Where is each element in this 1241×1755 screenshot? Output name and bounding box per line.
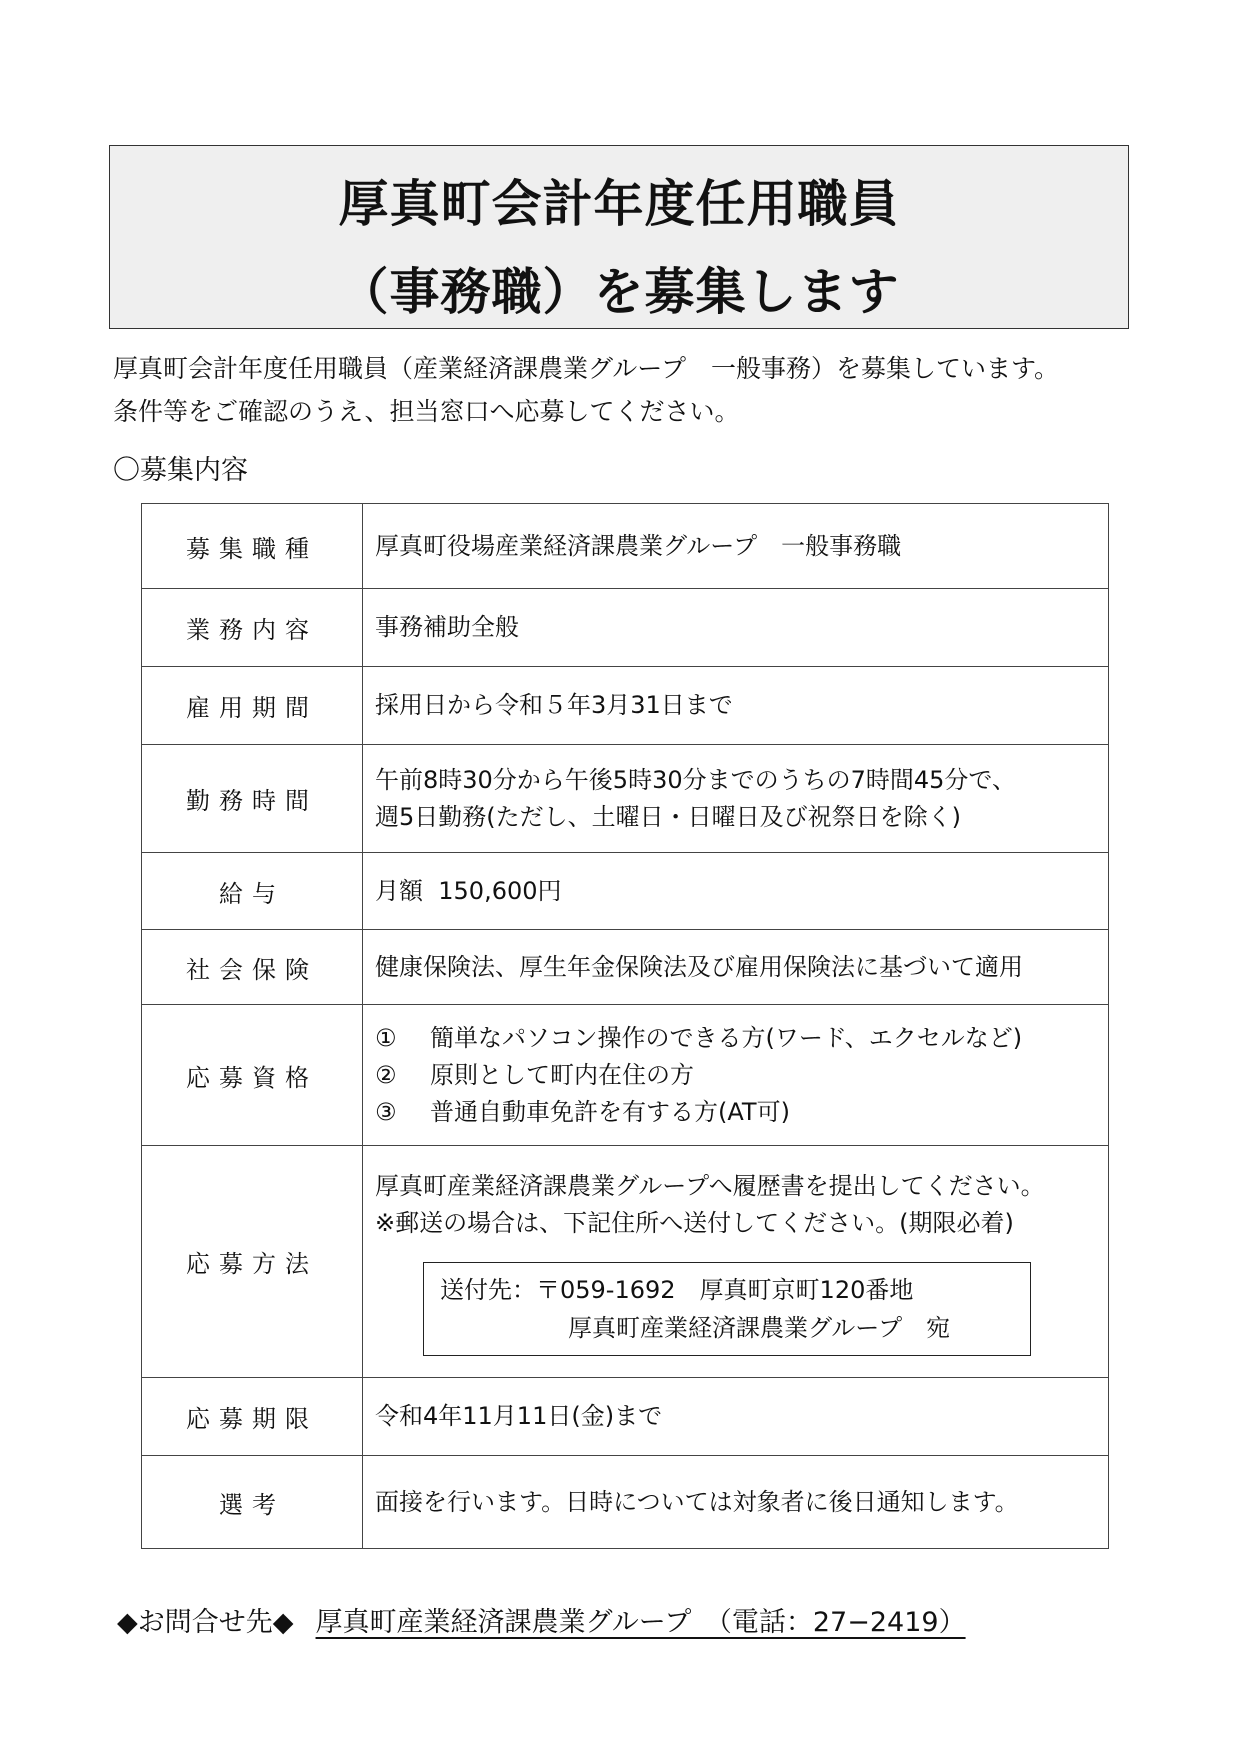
page-title-line2: （事務職）を募集します <box>338 263 900 321</box>
row-method <box>142 1146 1109 1378</box>
label-period: 雇用期間 <box>142 667 363 745</box>
value-period: 採用日から令和５年3月31日まで <box>363 667 1109 745</box>
label-duties: 業務内容 <box>142 589 363 667</box>
value-method <box>363 1146 1109 1378</box>
list-item: ② 原則として町内在住の方 <box>375 1060 694 1089</box>
list-item: ③ 普通自動車免許を有する方(AT可) <box>375 1097 790 1126</box>
value-deadline: 令和4年11月11日(金)まで <box>363 1378 1109 1456</box>
section-label: 〇募集内容 <box>113 455 248 486</box>
value-salary: 月額 150,600円 <box>363 853 1109 930</box>
list-item: ① 簡単なパソコン操作のできる方(ワード、エクセルなど) <box>375 1023 1023 1052</box>
contact-label: ◆お問合せ先◆ <box>117 1607 294 1638</box>
value-job-type: 厚真町役場産業経済課農業グループ 一般事務職 <box>363 504 1109 589</box>
row-salary <box>142 853 1109 930</box>
value-selection: 面接を行います。日時については対象者に後日通知します。 <box>363 1456 1109 1549</box>
row-duties <box>142 589 1109 667</box>
row-period <box>142 667 1109 745</box>
label-method: 応募方法 <box>142 1146 363 1378</box>
recruitment-table <box>141 503 1109 1549</box>
value-hours <box>363 745 1109 853</box>
contact-info: 厚真町産業経済課農業グループ （電話：27−2419） <box>315 1607 966 1638</box>
label-qualification: 応募資格 <box>142 1005 363 1146</box>
label-deadline: 応募期限 <box>142 1378 363 1456</box>
value-duties: 事務補助全般 <box>363 589 1109 667</box>
label-job-type: 募集職種 <box>142 504 363 589</box>
label-salary: 給与 <box>142 853 363 930</box>
method-line2: ※郵送の場合は、下記住所へ送付してください。(期限必着) <box>375 1208 1014 1237</box>
label-hours: 勤務時間 <box>142 745 363 853</box>
contact-footer <box>117 1600 966 1639</box>
row-selection <box>142 1456 1109 1549</box>
page-title-line1: 厚真町会計年度任用職員 <box>338 175 900 233</box>
intro-line1: 厚真町会計年度任用職員（産業経済課農業グループ 一般事務）を募集しています。 <box>113 354 1060 383</box>
row-qualification <box>142 1005 1109 1146</box>
value-qualification <box>363 1005 1109 1146</box>
address-box <box>423 1262 1031 1356</box>
hours-line1: 午前8時30分から午後5時30分までのうちの7時間45分で、 <box>375 765 1016 794</box>
label-selection: 選考 <box>142 1456 363 1549</box>
row-insurance <box>142 930 1109 1005</box>
method-line1: 厚真町産業経済課農業グループへ履歴書を提出してください。 <box>375 1171 1045 1200</box>
row-hours <box>142 745 1109 853</box>
row-deadline <box>142 1378 1109 1456</box>
hours-line2: 週5日勤務(ただし、土曜日・日曜日及び祝祭日を除く) <box>375 802 961 831</box>
address-line1: 送付先：〒059-1692 厚真町京町120番地 <box>440 1275 914 1304</box>
row-job-type <box>142 504 1109 589</box>
address-line2: 厚真町産業経済課農業グループ 宛 <box>568 1313 951 1342</box>
intro-line2: 条件等をご確認のうえ、担当窓口へ応募してください。 <box>113 397 740 426</box>
label-insurance: 社会保険 <box>142 930 363 1005</box>
value-insurance: 健康保険法、厚生年金保険法及び雇用保険法に基づいて適用 <box>363 930 1109 1005</box>
intro-text <box>113 347 1059 433</box>
title-box <box>109 145 1129 329</box>
